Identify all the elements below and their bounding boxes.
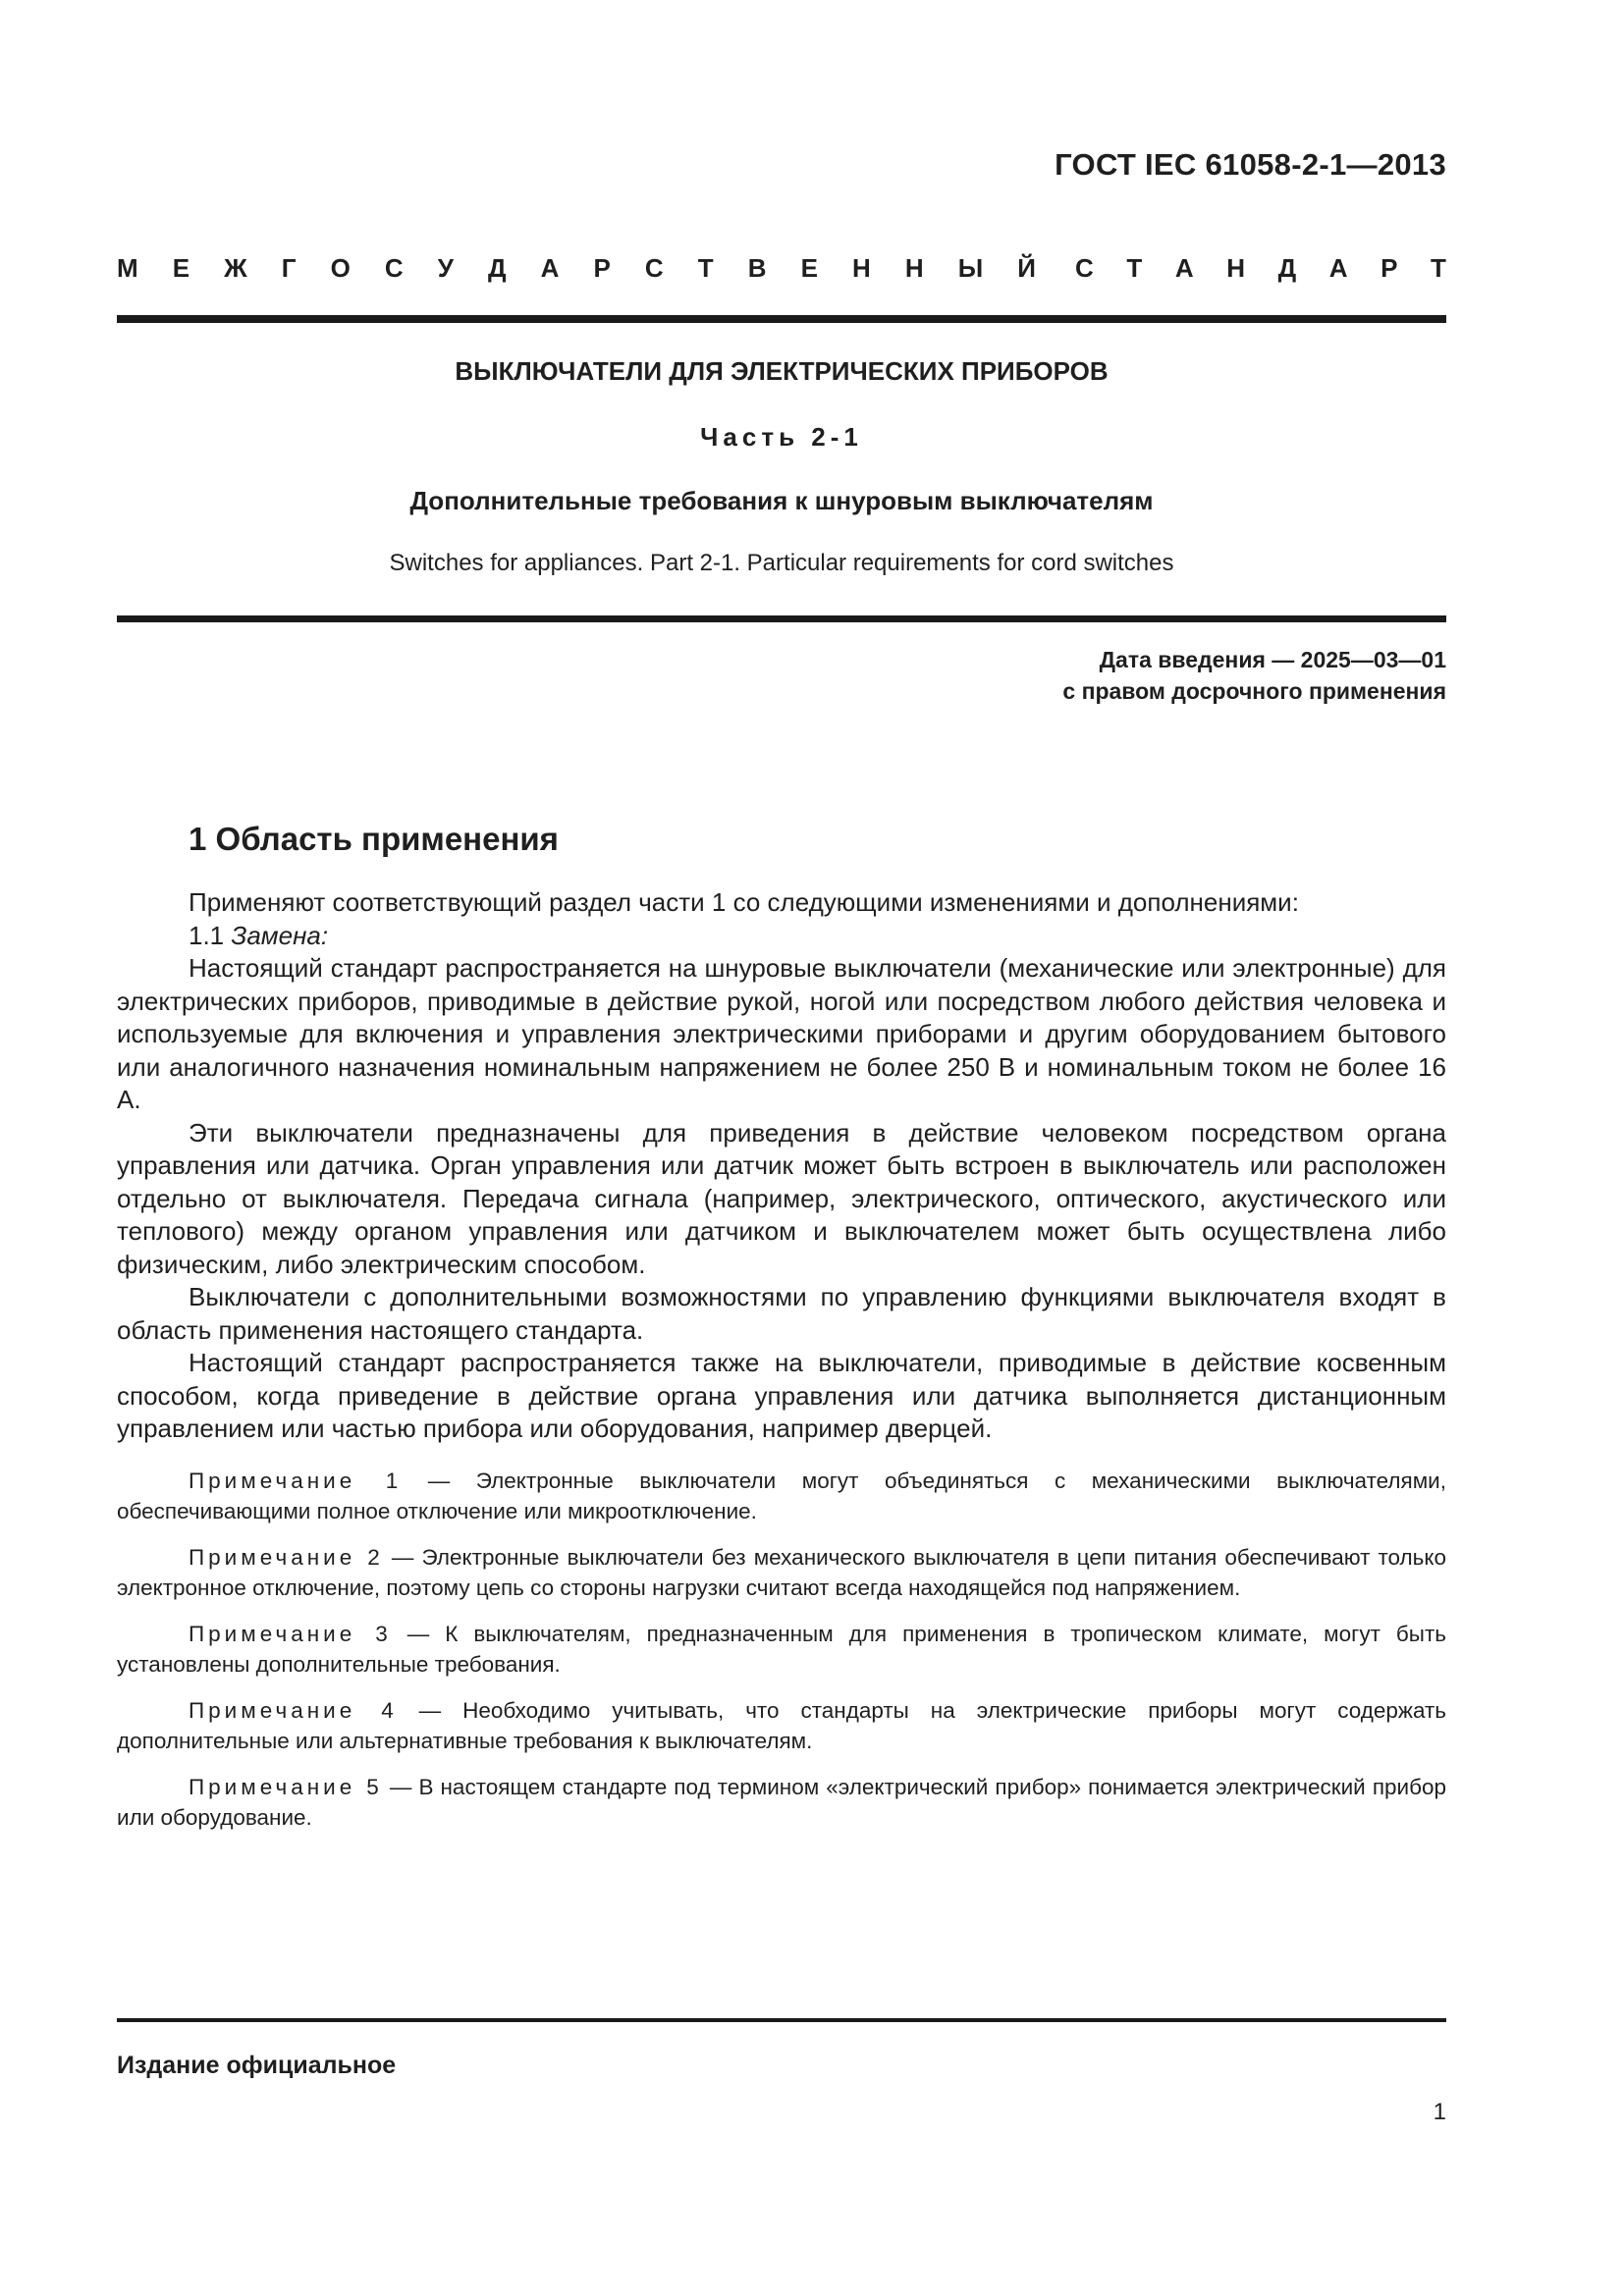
standard-type-word-standard	[1075, 253, 1446, 284]
page-number: 1	[1433, 2099, 1446, 2125]
note-label: Примечание 5	[189, 1775, 383, 1799]
document-code: ГОСТ IEC 61058-2-1—2013	[1055, 147, 1446, 182]
note	[117, 1466, 1446, 1526]
note-text: — Электронные выключатели без механического выключателя в цепи питания обеспечивают только электронное отключение, поэтому цепь со стороны нагрузки считают всегда находящейся под напряжением.	[117, 1545, 1446, 1600]
note-label: Примечание 1	[189, 1468, 403, 1493]
official-edition-label: Издание официальное	[117, 2052, 397, 2079]
banner-letter: Е	[172, 253, 190, 283]
standard-type-word-interstate	[117, 253, 1036, 284]
clause-1-1	[117, 920, 1446, 953]
early-application-note: с правом досрочного применения	[1062, 678, 1446, 704]
title-divider	[117, 615, 1446, 622]
banner-letter: Ы	[957, 253, 984, 283]
paragraph: Эти выключатели предназначены для приведения в действие человеком посредством органа управления или датчика. Орган управления или датчик может быть встроен в выключатель или расположен отдельно от выключателя. Передача сигнала (например, электрического, оптического, акустического или теплового) между органом управления или датчиком и выключателем может быть осуществлена либо физическим, либо электрическим способом.	[117, 1117, 1446, 1279]
banner-letter: Р	[1380, 253, 1398, 283]
banner-letter: С	[384, 253, 404, 283]
banner-letter: Н	[852, 253, 871, 283]
banner-letter: Т	[1126, 253, 1143, 283]
banner-letter: М	[117, 253, 138, 283]
note-text: — Электронные выключатели могут объединяться с механическими выключателями, обеспечивающими полное отключение или микроотключение.	[117, 1468, 1446, 1523]
banner-letter: Т	[1431, 253, 1446, 283]
section-heading: 1 Область применения	[189, 821, 559, 857]
banner-letter: Н	[904, 253, 924, 283]
note-text: — К выключателям, предназначенным для применения в тропическом климате, могут быть установлены дополнительные требования.	[117, 1622, 1446, 1677]
banner-letter: У	[437, 253, 454, 283]
footer-divider	[117, 2018, 1446, 2022]
standard-subtitle: Дополнительные требования к шнуровым выключателям	[409, 486, 1154, 515]
note-label: Примечание 2	[189, 1545, 384, 1570]
banner-letter: С	[1075, 253, 1094, 283]
note-text: — Необходимо учитывать, что стандарты на электрические приборы могут содержать дополнительные или альтернативные требования к выключателям.	[117, 1698, 1447, 1753]
note-label: Примечание 4	[189, 1698, 398, 1723]
paragraph: Настоящий стандарт распространяется также на выключатели, приводимые в действие косвенным способом, когда приведение в действие органа управления или датчика выполняется дистанционным управлением или частью прибора или оборудования, например дверцей.	[117, 1348, 1446, 1443]
paragraph: Настоящий стандарт распространяется на шнуровые выключатели (механические или электронные) для электрических приборов, приводимые в действие рукой, ногой или посредством любого действия человека и используемые для включения и управления электрическими приборами и другим оборудованием бытового или аналогичного назначения номинальным напряжением не более 250 В и номинальным током не более 16 А.	[117, 953, 1446, 1114]
note	[117, 1619, 1446, 1680]
banner-letter: А	[1328, 253, 1348, 283]
banner-letter: В	[747, 253, 767, 283]
banner-letter: Ж	[224, 253, 247, 283]
banner-letter: Н	[1226, 253, 1246, 283]
banner-letter: Д	[488, 253, 507, 283]
banner-letter: А	[1174, 253, 1194, 283]
banner-letter: Е	[800, 253, 818, 283]
notes-block	[117, 1466, 1446, 1848]
standard-part: Часть 2-1	[700, 422, 863, 452]
banner-letter: Д	[1277, 253, 1297, 283]
top-divider	[117, 315, 1446, 323]
banner-letter: А	[540, 253, 560, 283]
paragraph: Применяют соответствующий раздел части 1 со следующими изменениями и дополнениями:	[189, 887, 1299, 917]
note	[117, 1695, 1446, 1756]
banner-letter: О	[330, 253, 351, 283]
banner-letter: Й	[1017, 253, 1036, 283]
banner-letter: Р	[593, 253, 611, 283]
section-body	[117, 886, 1446, 1446]
banner-letter: С	[644, 253, 664, 283]
paragraph: Выключатели с дополнительными возможностями по управлению функциями выключателя входят в область применения настоящего стандарта.	[117, 1282, 1446, 1345]
note-text: — В настоящем стандарте под термином «электрический прибор» понимается электрический прибор или оборудование.	[117, 1775, 1446, 1830]
english-title: Switches for appliances. Part 2-1. Particular requirements for cord switches	[389, 550, 1174, 576]
clause-label: Замена:	[231, 920, 329, 950]
clause-number: 1.1	[189, 920, 232, 950]
note	[117, 1542, 1446, 1603]
introduction-date-block	[1062, 644, 1446, 707]
banner-letter: Г	[281, 253, 297, 283]
note	[117, 1772, 1446, 1833]
standard-title: ВЫКЛЮЧАТЕЛИ ДЛЯ ЭЛЕКТРИЧЕСКИХ ПРИБОРОВ	[455, 356, 1109, 386]
banner-letter: Т	[697, 253, 714, 283]
introduction-date: Дата введения — 2025—03—01	[1099, 647, 1446, 672]
standard-type-banner	[117, 253, 1446, 284]
note-label: Примечание 3	[189, 1622, 392, 1646]
